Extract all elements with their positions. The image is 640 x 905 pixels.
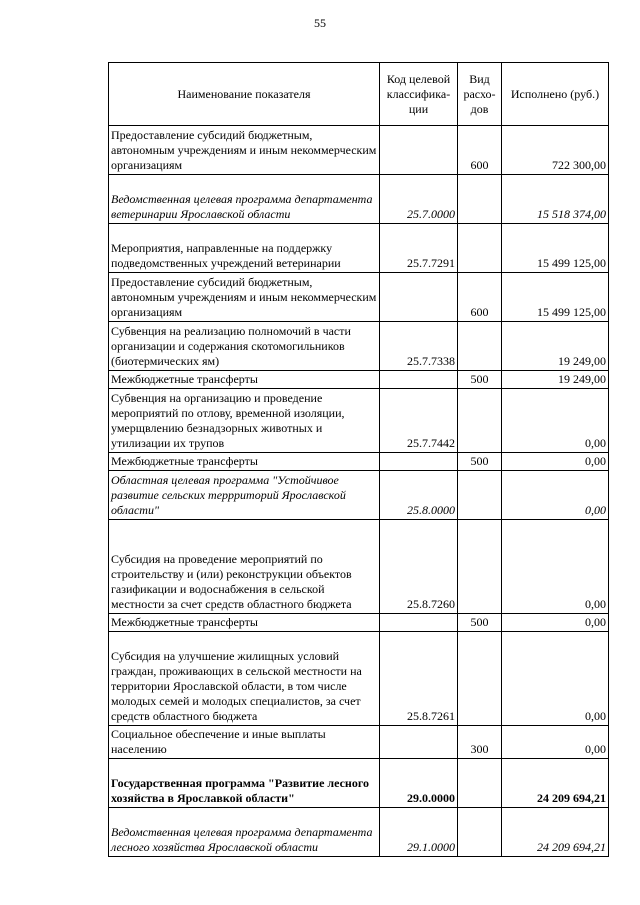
row-code-cell: 25.8.7261 [380, 632, 458, 726]
header-amount: Исполнено (руб.) [502, 63, 609, 126]
table-row [109, 520, 609, 614]
row-amount-cell: 19 249,00 [502, 371, 609, 389]
row-amount-cell: 0,00 [502, 520, 609, 614]
table-row [109, 389, 609, 453]
table-row [109, 224, 609, 273]
row-type-cell: 500 [458, 453, 502, 471]
row-type-cell [458, 520, 502, 614]
row-code-cell: 25.7.7338 [380, 322, 458, 371]
row-name-cell: Мероприятия, направленные на поддержку подведомственных учреждений ветеринарии [109, 224, 380, 273]
row-amount-cell: 15 499 125,00 [502, 273, 609, 322]
row-type-cell [458, 175, 502, 224]
row-amount-cell: 19 249,00 [502, 322, 609, 371]
row-name-cell: Ведомственная целевая программа департамента ветеринарии Ярославской области [109, 175, 380, 224]
table-row [109, 759, 609, 808]
row-name-cell: Социальное обеспечение и иные выплаты населению [109, 726, 380, 759]
budget-execution-table [108, 62, 609, 857]
row-type-cell [458, 471, 502, 520]
row-code-cell: 25.7.7291 [380, 224, 458, 273]
table-row [109, 471, 609, 520]
table-row [109, 614, 609, 632]
row-name-cell: Государственная программа "Развитие лесного хозяйства в Ярославкой области" [109, 759, 380, 808]
row-type-cell: 500 [458, 371, 502, 389]
row-name-cell: Предоставление субсидий бюджетным, автономным учреждениям и иным некоммерческим организациям [109, 126, 380, 175]
row-type-cell: 300 [458, 726, 502, 759]
row-code-cell: 29.1.0000 [380, 808, 458, 857]
row-code-cell: 29.0.0000 [380, 759, 458, 808]
row-code-cell [380, 453, 458, 471]
row-amount-cell: 24 209 694,21 [502, 808, 609, 857]
header-code: Код целевой классифика-ции [380, 63, 458, 126]
row-amount-cell: 15 499 125,00 [502, 224, 609, 273]
row-code-cell [380, 614, 458, 632]
table-row [109, 632, 609, 726]
page-number: 55 [314, 16, 326, 30]
row-name-cell: Межбюджетные трансферты [109, 453, 380, 471]
row-amount-cell: 0,00 [502, 614, 609, 632]
row-name-cell: Субсидия на улучшение жилищных условий граждан, проживающих в сельской местности на территории Ярославской области, в том числе молодых семей и молодых специалистов, за счет средств областного бюджета [109, 632, 380, 726]
row-code-cell: 25.8.0000 [380, 471, 458, 520]
row-amount-cell: 0,00 [502, 453, 609, 471]
row-type-cell [458, 389, 502, 453]
row-name-cell: Ведомственная целевая программа департамента лесного хозяйства Ярославской области [109, 808, 380, 857]
row-amount-cell: 0,00 [502, 632, 609, 726]
row-type-cell [458, 632, 502, 726]
row-code-cell [380, 726, 458, 759]
table-row [109, 322, 609, 371]
table-body [109, 126, 609, 857]
row-name-cell: Межбюджетные трансферты [109, 614, 380, 632]
row-code-cell: 25.7.0000 [380, 175, 458, 224]
row-type-cell [458, 808, 502, 857]
row-amount-cell: 15 518 374,00 [502, 175, 609, 224]
row-code-cell: 25.7.7442 [380, 389, 458, 453]
row-name-cell: Субвенция на организацию и проведение мероприятий по отлову, временной изоляции, умерщвлению безнадзорных животных и утилизации их трупов [109, 389, 380, 453]
table-row [109, 726, 609, 759]
header-name: Наименование показателя [109, 63, 380, 126]
row-amount-cell: 0,00 [502, 389, 609, 453]
row-type-cell [458, 759, 502, 808]
table-row [109, 175, 609, 224]
row-code-cell: 25.8.7260 [380, 520, 458, 614]
row-name-cell: Межбюджетные трансферты [109, 371, 380, 389]
row-type-cell [458, 224, 502, 273]
row-name-cell: Субвенция на реализацию полномочий в части организации и содержания скотомогильников (биотермических ям) [109, 322, 380, 371]
row-code-cell [380, 371, 458, 389]
row-amount-cell: 0,00 [502, 726, 609, 759]
row-name-cell: Предоставление субсидий бюджетным, автономным учреждениям и иным некоммерческим организациям [109, 273, 380, 322]
row-type-cell: 600 [458, 273, 502, 322]
row-code-cell [380, 126, 458, 175]
row-name-cell: Субсидия на проведение мероприятий по строительству и (или) реконструкции объектов газификации и водоснабжения в сельской местности за счет средств областного бюджета [109, 520, 380, 614]
row-amount-cell: 722 300,00 [502, 126, 609, 175]
table-row [109, 126, 609, 175]
row-amount-cell: 0,00 [502, 471, 609, 520]
table-row [109, 371, 609, 389]
table-row [109, 808, 609, 857]
row-code-cell [380, 273, 458, 322]
row-name-cell: Областная целевая программа "Устойчивое развитие сельских терpриторий Ярославской области" [109, 471, 380, 520]
table-row [109, 453, 609, 471]
row-type-cell [458, 322, 502, 371]
row-type-cell: 600 [458, 126, 502, 175]
table-header-row [109, 63, 609, 126]
row-amount-cell: 24 209 694,21 [502, 759, 609, 808]
table-row [109, 273, 609, 322]
row-type-cell: 500 [458, 614, 502, 632]
header-type: Вид расхо-дов [458, 63, 502, 126]
